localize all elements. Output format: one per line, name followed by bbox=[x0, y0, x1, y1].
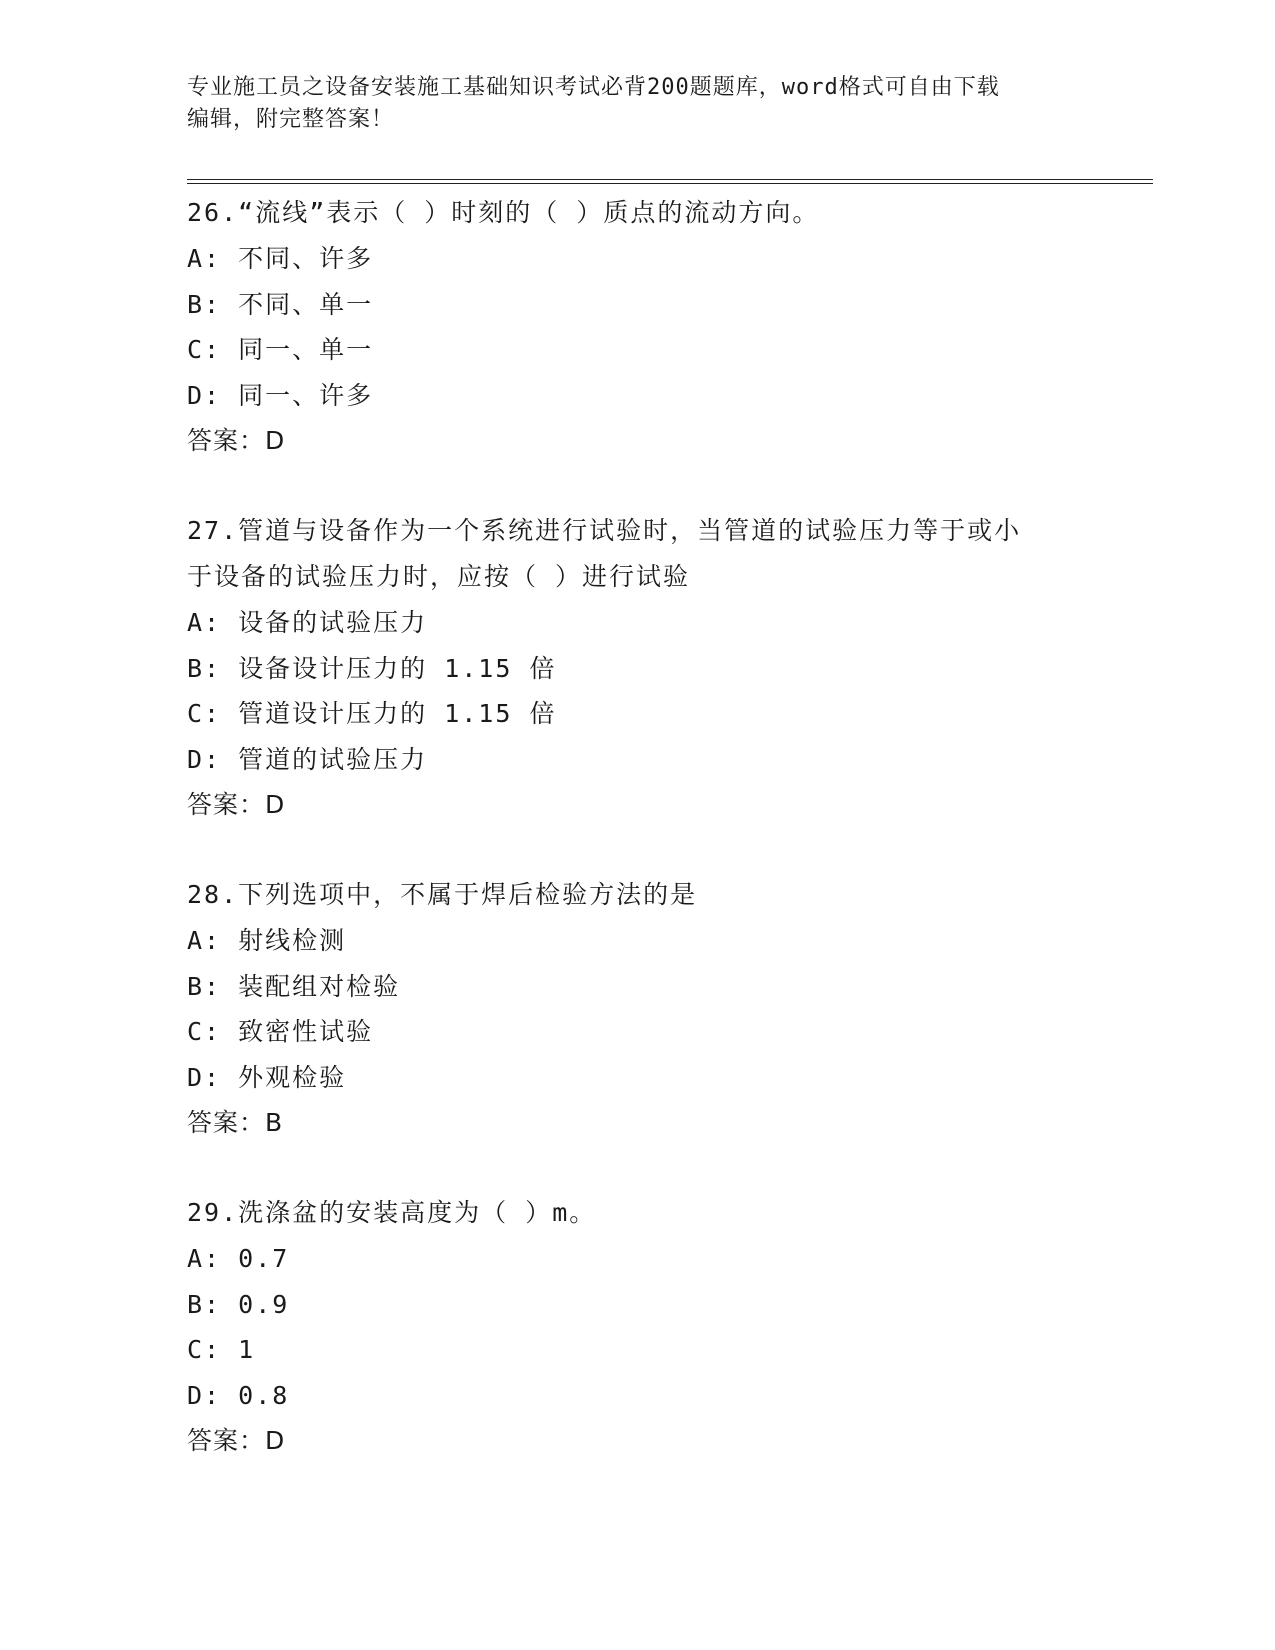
option-c: C: 致密性试验 bbox=[187, 1017, 374, 1046]
question-28 bbox=[187, 872, 1087, 1146]
question-27 bbox=[187, 508, 1087, 828]
question-stem: 28.下列选项中，不属于焊后检验方法的是 bbox=[187, 880, 698, 909]
option-a: A: 设备的试验压力 bbox=[187, 608, 428, 637]
option-b: B: 不同、单一 bbox=[187, 289, 374, 319]
option-a: A: 不同、许多 bbox=[187, 244, 374, 273]
question-stem-line-1: 27.管道与设备作为一个系统进行试验时，当管道的试验压力等于或小 bbox=[187, 516, 1022, 545]
question-list bbox=[187, 190, 1087, 1508]
option-b: B: 设备设计压力的 1.15 倍 bbox=[187, 653, 557, 683]
document-header bbox=[187, 72, 1087, 136]
header-title-line-1: 专业施工员之设备安装施工基础知识考试必背200题题库，word格式可自由下载 bbox=[187, 75, 1000, 100]
question-stem: 26.“流线”表示（ ）时刻的（ ）质点的流动方向。 bbox=[187, 198, 820, 227]
option-d: D: 外观检验 bbox=[187, 1062, 347, 1092]
header-title-line-2: 编辑，附完整答案！ bbox=[187, 107, 395, 132]
option-a: A: 0.7 bbox=[187, 1244, 290, 1273]
option-b: B: 装配组对检验 bbox=[187, 971, 401, 1001]
option-c: C: 同一、单一 bbox=[187, 335, 374, 364]
answer-line: 答案：D bbox=[187, 426, 286, 455]
answer-line: 答案：D bbox=[187, 1426, 286, 1455]
answer-line: 答案：B bbox=[187, 1108, 284, 1137]
option-d: D: 0.8 bbox=[187, 1380, 290, 1410]
question-stem-line-2: 于设备的试验压力时，应按（ ）进行试验 bbox=[187, 562, 691, 591]
question-29 bbox=[187, 1190, 1087, 1464]
option-d: D: 同一、许多 bbox=[187, 380, 374, 410]
question-stem: 29.洗涤盆的安装高度为（ ）m。 bbox=[187, 1198, 597, 1227]
answer-line: 答案：D bbox=[187, 790, 286, 819]
option-a: A: 射线检测 bbox=[187, 926, 347, 955]
header-divider-top bbox=[187, 179, 1153, 180]
header-divider-bottom bbox=[187, 183, 1153, 184]
option-c: C: 管道设计压力的 1.15 倍 bbox=[187, 699, 557, 728]
option-d: D: 管道的试验压力 bbox=[187, 744, 428, 774]
option-b: B: 0.9 bbox=[187, 1289, 290, 1319]
question-26 bbox=[187, 190, 1087, 464]
option-c: C: 1 bbox=[187, 1335, 256, 1364]
